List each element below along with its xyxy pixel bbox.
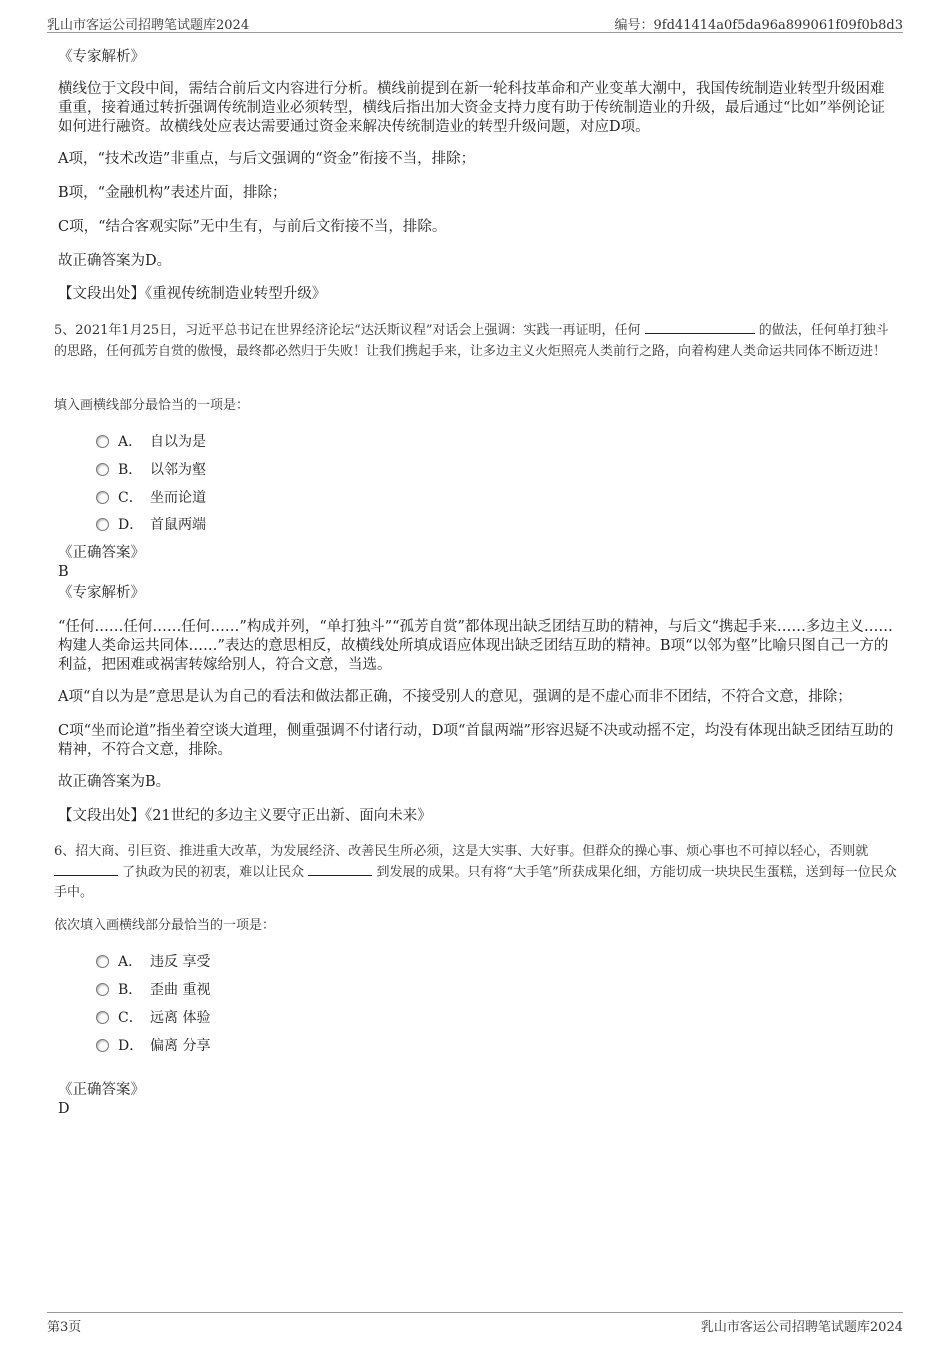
q5-answer: B — [58, 564, 69, 580]
q6-answer-label: 《正确答案》 — [58, 1082, 145, 1098]
q6-blank-2 — [308, 863, 372, 876]
q6-stem-part3: 到发展的成果。只有将“大手笔”所获成果化细，方能切成一块块民生蛋糕，送到每一位民众手中。 — [54, 864, 897, 900]
q5-option-b[interactable]: B． 以邻为壑 — [96, 459, 206, 479]
q5-analysis: “任何……任何……任何……”构成并列，“单打独斗”“孤芳自赏”都体现出缺乏团结互助的精神，与后文“携起手来……多边主义……构建人类命运共同体……”表达的意思相反，故横线处所填成语应体现出缺乏团结互助的精神。B项“以邻为壑”比喻只图自己一方的利益，把困难或祸害转嫁给别人，符合文意，当选。 — [58, 619, 893, 673]
q5-blank — [645, 321, 755, 334]
q6-stem-part1: 6、招大商、引巨资、推进重大改革，为发展经济、改善民生所必须，这是大实事、大好事。但群众的操心事、烦心事也不可掉以轻心，否则就 — [54, 844, 869, 859]
radio-icon[interactable] — [96, 955, 109, 968]
footer-title: 乳山市客运公司招聘笔试题库2024 — [700, 1320, 903, 1335]
q4-option-c-explain: C项，“结合客观实际”无中生有，与前后文衔接不当，排除。 — [58, 219, 447, 235]
header-title: 乳山市客运公司招聘笔试题库2024 — [47, 18, 250, 33]
radio-icon[interactable] — [96, 1011, 109, 1024]
q5-source: 【文段出处】《21世纪的多边主义要守正出新、面向未来》 — [58, 808, 432, 824]
q6-stem-part2: 了执政为民的初衷，难以让民众 — [122, 864, 305, 880]
q6-option-a[interactable]: A． 违反 享受 — [96, 951, 210, 971]
q6-prompt: 依次填入画横线部分最恰当的一项是： — [54, 918, 276, 933]
q5-stem — [54, 321, 900, 362]
q5-stem-part2: 的做法，任何单打独斗的思路，任何孤芳自赏的傲慢，最终都必然归于失败！让我们携起手来，让多边主义火炬照亮人类前行之路，向着构建人类命运共同体不断迈进！ — [54, 323, 889, 359]
q6-option-d[interactable]: D． 偏离 分享 — [96, 1035, 210, 1055]
q6-answer: D — [58, 1101, 70, 1117]
radio-icon[interactable] — [96, 983, 109, 996]
header-doc-id: 编号：9fd41414a0f5da96a899061f09f0b8d3 — [614, 18, 903, 33]
q5-answer-label: 《正确答案》 — [58, 545, 145, 561]
radio-icon[interactable] — [96, 491, 109, 504]
q4-option-b-explain: B项，“金融机构”表述片面，排除； — [58, 185, 287, 201]
page-header — [47, 12, 903, 33]
radio-icon[interactable] — [96, 518, 109, 531]
page-footer — [47, 1312, 903, 1333]
radio-icon[interactable] — [96, 1039, 109, 1052]
q5-option-c[interactable]: C． 坐而论道 — [96, 487, 206, 507]
q5-option-d[interactable]: D． 首鼠两端 — [96, 514, 206, 534]
q5-stem-part1: 5、2021年1月25日，习近平总书记在世界经济论坛“达沃斯议程”对话会上强调：实践一再证明，任何 — [54, 323, 641, 338]
q5-option-cd-explain: C项“坐而论道”指坐着空谈大道理，侧重强调不付诸行动，D项“首鼠两端”形容迟疑不决或动摇不定，均没有体现出缺乏团结互助的精神，不符合文意，排除。 — [58, 723, 894, 758]
page-number: 第3页 — [47, 1320, 82, 1335]
radio-icon[interactable] — [96, 435, 109, 448]
q4-source: 【文段出处】《重视传统制造业转型升级》 — [58, 286, 327, 302]
q6-blank-1 — [54, 863, 118, 876]
q6-option-c[interactable]: C． 远离 体验 — [96, 1007, 210, 1027]
q4-final-answer: 故正确答案为D。 — [58, 253, 172, 269]
q5-option-a[interactable]: A． 自以为是 — [96, 431, 206, 451]
q5-prompt: 填入画横线部分最恰当的一项是： — [54, 398, 250, 413]
q5-analysis-label: 《专家解析》 — [58, 585, 145, 601]
q4-option-a-explain: A项，“技术改造”非重点，与后文强调的“资金”衔接不当，排除； — [58, 151, 476, 167]
q6-stem — [54, 842, 900, 904]
q5-final-answer: 故正确答案为B。 — [58, 774, 171, 790]
q6-option-b[interactable]: B． 歪曲 重视 — [96, 979, 210, 999]
q5-option-a-explain: A项“自以为是”意思是认为自己的看法和做法都正确，不接受别人的意见，强调的是不虚心而非不团结，不符合文意，排除； — [58, 689, 852, 705]
q4-analysis: 横线位于文段中间，需结合前后文内容进行分析。横线前提到在新一轮科技革命和产业变革大潮中，我国传统制造业转型升级困难重重，接着通过转折强调传统制造业必须转型，横线后指出加大资金支持力度有助于传统制造业的升级，最后通过“比如”举例论证如何进行融资。故横线处应表达需要通过资金来解决传统制造业的转型升级问题，对应D项。 — [58, 81, 885, 135]
analysis-label: 《专家解析》 — [58, 49, 145, 65]
radio-icon[interactable] — [96, 463, 109, 476]
